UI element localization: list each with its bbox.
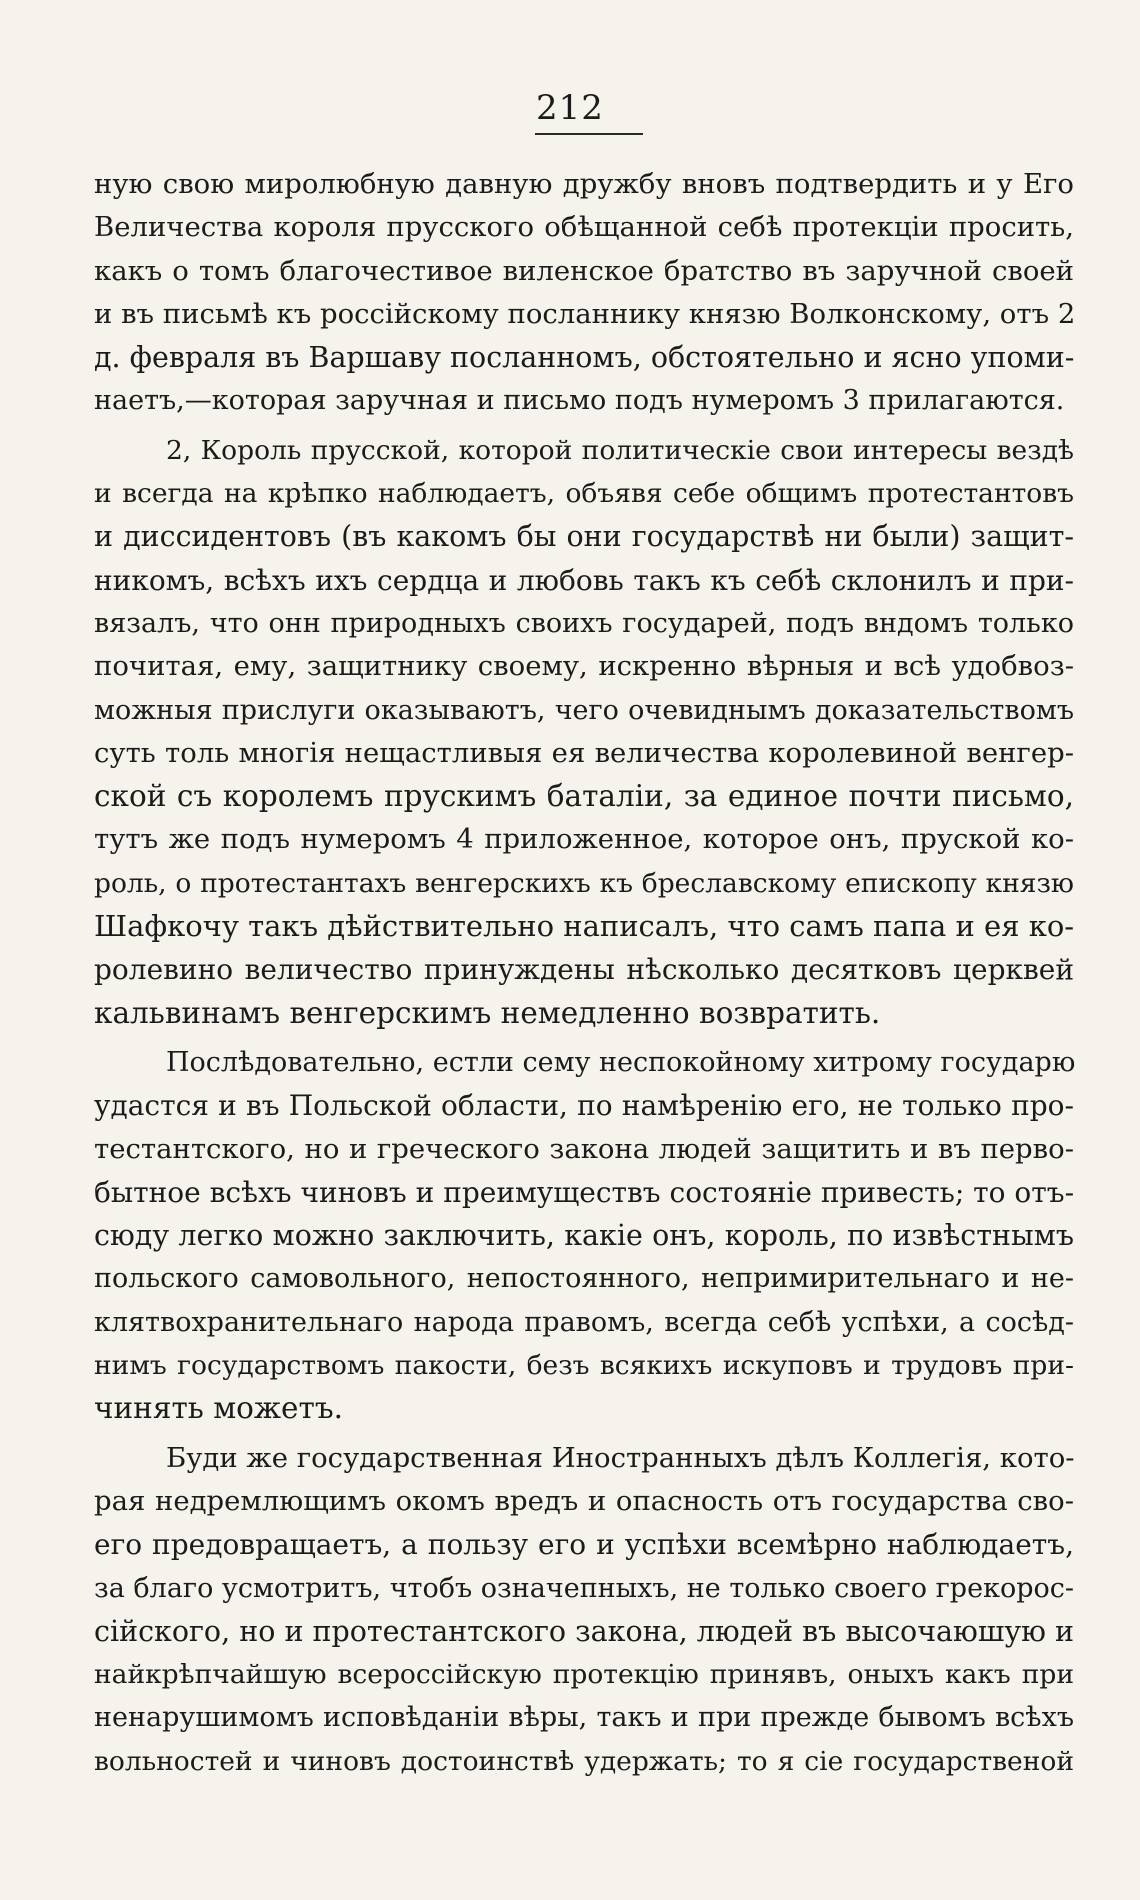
text-line: ную свою миролюбную давную дружбу вновъ подтвердить и у Его <box>94 168 1074 200</box>
text-line: чинять можетъ. <box>94 1391 343 1426</box>
text-line: найкрѣпчайшую всероссійскую протекцію принявъ, оныхъ какъ при <box>94 1659 1074 1691</box>
text-line: удастся и въ Польской области, по намѣренію его, не только про- <box>94 1089 1074 1123</box>
text-line: ской съ королемъ прускимъ баталіи, за единое почти письмо, <box>94 779 1074 814</box>
paragraph <box>94 1041 1074 1431</box>
paragraph <box>94 429 1074 1035</box>
text-line: клятвохранительнаго народа правомъ, всегда себѣ успѣхи, а сосѣд- <box>94 1306 1074 1338</box>
text-line: 2, Король прусской, которой политическіе свои интересы вездѣ <box>166 434 1074 466</box>
paragraph <box>94 163 1074 423</box>
text-line: Послѣдовательно, естли сему неспокойному хитрому государю <box>166 1046 1076 1078</box>
text-line: можныя прислуги оказываютъ, чего очевиднымъ доказательствомъ <box>94 694 1074 726</box>
text-line: сюду легко можно заключить, какіе онъ, король, по извѣстнымъ <box>94 1219 1074 1253</box>
text-line: никомъ, всѣхъ ихъ сердца и любовь такъ къ себѣ склонилъ и при- <box>94 563 1074 597</box>
text-line: и всегда на крѣпко наблюдаетъ, объявя себе общимъ протестантовъ <box>94 478 1074 510</box>
text-line: тестантского, но и греческого закона людей защитить и въ перво- <box>94 1132 1074 1165</box>
text-line: бытное всѣхъ чиновъ и преимуществъ состояніе привесть; то отъ- <box>94 1175 1075 1209</box>
text-line: за благо усмотритъ, чтобъ означепныхъ, не только своего грекорос- <box>94 1572 1074 1604</box>
text-line: вольностей и чиновъ достоинствѣ удержать; то я сіе государственой <box>94 1745 1074 1777</box>
text-line: Шафкочу такъ дѣйствительно написалъ, что самъ папа и ея ко- <box>94 909 1075 944</box>
text-line: нимъ государствомъ пакости, безъ всякихъ искуповъ и трудовъ при- <box>94 1350 1074 1382</box>
text-line: Величества короля прусского обѣщанной себѣ протекціи просить, <box>94 211 1074 244</box>
text-line: суть толь многія нещастливыя ея величества королевиной венгер- <box>94 736 1074 769</box>
text-line: кальвинамъ венгерскимъ немедленно возвратить. <box>94 995 881 1030</box>
body-text <box>94 163 1074 1783</box>
paragraph <box>94 1437 1074 1783</box>
page-number-rule <box>535 133 643 135</box>
text-line: его предовращаетъ, а пользу его и успѣхи всемѣрно наблюдаетъ, <box>94 1528 1074 1562</box>
text-line: ролевино величество принуждены нѣсколько десятковъ церквей <box>94 953 1074 987</box>
text-line: рая недремлющимъ окомъ вредъ и опасность отъ государства сво- <box>94 1484 1074 1517</box>
text-line: польского самовольного, непостоянного, непримирительнаго и не- <box>94 1263 1074 1295</box>
text-line: вязалъ, что онн природныхъ своихъ государей, подъ вндомъ только <box>94 607 1074 639</box>
text-line: роль, о протестантахъ венгерскихъ къ бреславскому епископу князю <box>94 867 1074 899</box>
page-number: 212 <box>536 88 604 128</box>
text-line: д. февраля въ Варшаву посланномъ, обстоятельно и ясно упоми- <box>94 341 1075 375</box>
text-line: и въ письмѣ къ россійскому посланнику князю Волконскому, отъ 2 <box>94 297 1076 330</box>
text-line: какъ о томъ благочестивое виленское братство въ заручной своей <box>94 254 1074 287</box>
text-line: и диссидентовъ (въ какомъ бы они государствѣ ни были) защит- <box>94 520 1074 554</box>
text-line: ненарушимомъ исповѣданіи вѣры, такъ и при прежде бывомъ всѣхъ <box>94 1702 1074 1734</box>
text-line: тутъ же подъ нумеромъ 4 приложенное, которое онъ, пруской ко- <box>94 823 1074 856</box>
text-line: сійского, но и протестантского закона, людей въ высочаюшую и <box>94 1614 1074 1648</box>
text-line: Буди же государственная Иностранныхъ дѣлъ Коллегія, кото- <box>166 1441 1075 1474</box>
text-line: наетъ,—которая заручная и письмо подъ нумеромъ 3 прилагаются. <box>94 385 1065 417</box>
text-line: почитая, ему, защитнику своему, искренно вѣрныя и всѣ удобвоз- <box>94 650 1074 683</box>
